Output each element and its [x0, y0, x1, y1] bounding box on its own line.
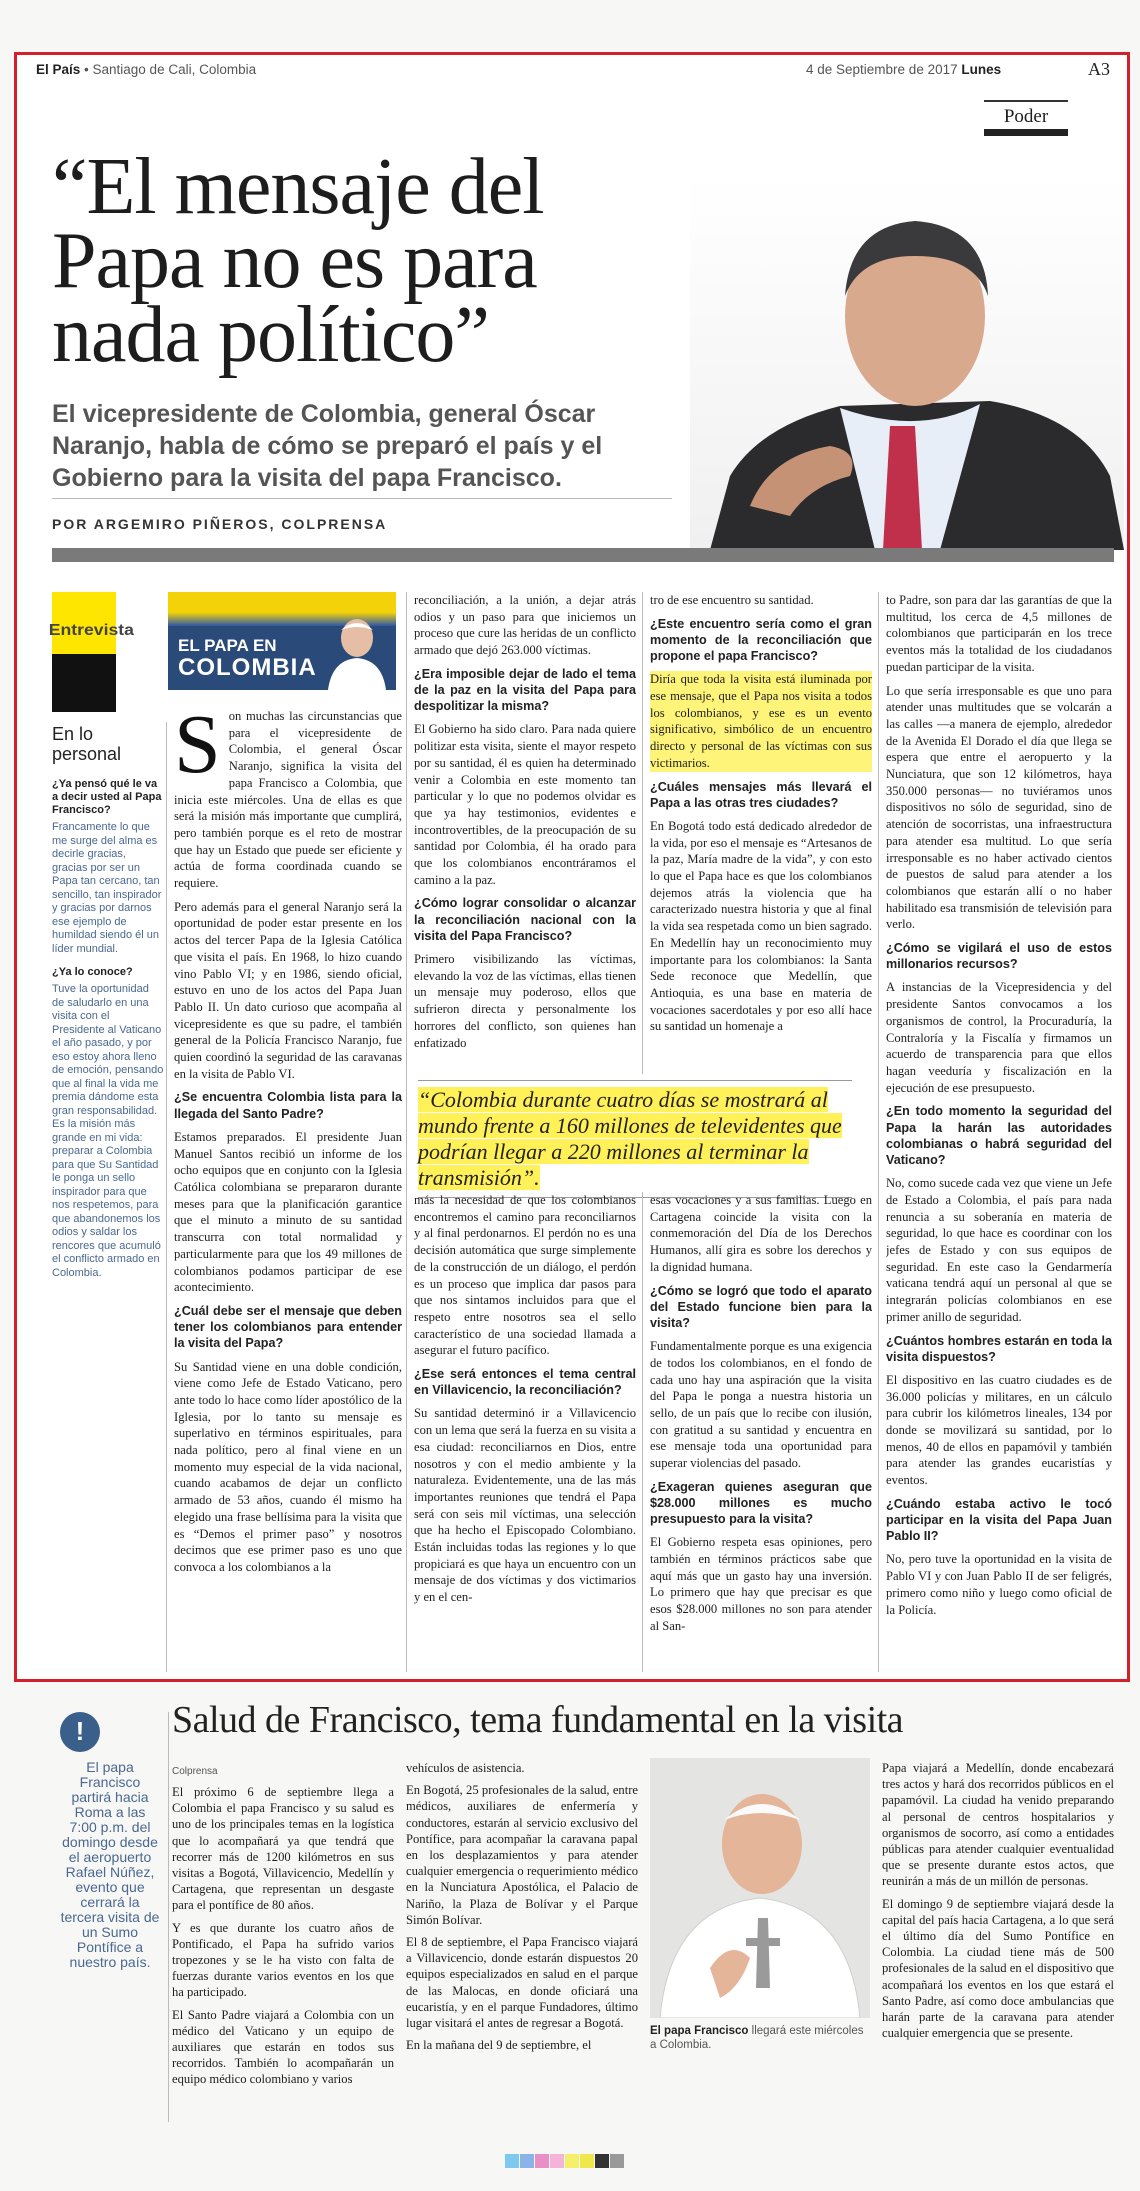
- answer: A instancias de la Vicepresidencia y del presidente Santos convocamos a los organismos de control, la Procuraduría, la Contraloría y la Fiscalía y firmamos un acuerdo de transparencia para que ellos hagan veeduría y fiscalización en la ejecución de ese presupuesto.: [886, 980, 1112, 1095]
- answer: más la necesidad de que los colombianos encontremos el camino para reconciliarnos y al final perdonarnos. El perdón no es una decisión automática que surge simplemente de la construcción de un diálogo, el perdón es un proceso que implica dar pasos para que nos sintamos incluidos para que el respeto entre nosotros sea el sello característico de una sociedad llamada a asegurar el futuro pacífico.: [414, 1193, 636, 1358]
- photo-caption: [650, 2024, 870, 2052]
- question: ¿Cómo se vigilará el uso de estos millonarios recursos?: [886, 941, 1112, 972]
- paragraph: El domingo 9 de septiembre viajará desde la capital del país hacia Cartagena, a lo que será el último día del Sumo Pontífice en Colombia. La ciudad tiene más de 500 profesionales de la salud en el dispositivo que acompañará los eventos en los que estará el Santo Padre, así como doce ambulancias que harán parte de la caravana para atender cualquier emergencia que se presente.: [882, 1896, 1114, 2041]
- paragraph: En Bogotá, 25 profesionales de la salud, entre médicos, auxiliares de enfermería y conductores, estarán al servicio exclusivo del Pontífice, para acompañar la caravana papal en los desplazamientos y para atender cualquier emergencia o requerimiento médico en la Nunciatura Apostólica, el Palacio de Nariño, la Plaza de Bolívar y el Parque Simón Bolívar.: [406, 1783, 638, 1927]
- paragraph: Papa viajará a Medellín, donde encabezará tres actos y hará dos recorridos públicos en el papamóvil. La ciudad ha venido preparando al personal de centros hospitalarios y organismos de socorro, así como a entidades públicas para atender cualquier eventualidad que se presente durante estos actos, que reunirán a más de un millón de personas.: [882, 1761, 1114, 1889]
- article-column-3-top: [650, 592, 872, 1076]
- article-column-3-bottom: [650, 1192, 872, 1672]
- answer: Primero visibilizando las víctimas, elevando la voz de las víctimas, ellas tienen un mensaje muy poderoso, ellos que sufrieron directa y personalmente los horrores del conflicto, son quienes han enfatizado: [414, 952, 636, 1050]
- paragraph: El Santo Padre viajará a Colombia con un médico del Vaticano y un equipo de auxiliares que estarán en todos sus recorridos. También lo acompañarán un equipo médico colombiano y varios: [172, 2007, 394, 2087]
- sidebar-answer: Francamente lo que me surge del alma es decirle gracias, gracias por ser un Papa tan cercano, tan sencillo, tan inspirador y gracias por darnos ese ejemplo de humildad siendo él un líder mundial.: [52, 821, 162, 955]
- logo-line-1: EL PAPA EN: [178, 636, 277, 655]
- headline: “El mensaje del Papa no es para nada político”: [52, 143, 544, 379]
- divider: [52, 498, 672, 499]
- deck: El vicepresidente de Colombia, general Óscar Naranjo, habla de cómo se preparó el país y el Gobierno para la visita del papa Francisco.: [52, 400, 603, 492]
- registration-swatch: [505, 2154, 519, 2168]
- paragraph: on muchas las circunstancias que para el vicepresidente de Colombia, el general Óscar Naranjo, significa la visita del papa Francisco a Colombia, que inicia este miércoles. Una de ellas es que será la misión más importante que cumplirá, pero también porque es el reto de mostrar que hay un Estado que puede ser eficiente y actúa de forma coordinada cuando se requiere.: [174, 709, 402, 891]
- answer: El dispositivo en las cuatro ciudades es de 36.000 policías y militares, en un cálculo para cubrir los kilómetros lineales, 134 por donde se movilizará su santidad, por lo menos, 40 de ellos en papamóvil y también para atender las grandes eucaristías y eventos.: [886, 1372, 1112, 1488]
- pope-icon: [322, 612, 392, 690]
- answer: El Gobierno respeta esas opiniones, pero también en términos prácticos sabe que aquí más que un gasto hay una inversión. Lo primero que hay que precisar es que esos $28.000 millones no son para atender al San-: [650, 1535, 872, 1633]
- registration-swatch: [535, 2154, 549, 2168]
- answer: En Bogotá todo está dedicado alrededor de la vida, por eso el mensaje es “Artesanos de la paz, María madre de la vida”, y con esto lo que el Papa hace es que los colombianos dejemos atrás la violencia que ha caracterizado nuestra historia y que al final la vida sea respetada como un bien sagrado. En Medellín hay un reconocimiento muy importante para los colombianos: la Santa Sede reconoce que Medellín, que Antioquia, es una base en materia de vocaciones sacerdotales y por eso allí hace su santidad un homenaje a: [650, 818, 872, 1034]
- question: ¿Era imposible dejar de lado el tema de la paz en la visita del Papa para despolitizar la misma?: [414, 666, 636, 714]
- entrevista-tag: [48, 592, 134, 712]
- second-column-2: [406, 1760, 638, 2124]
- exclamation-icon: !: [75, 1716, 85, 1746]
- location: • Santiago de Cali, Colombia: [80, 62, 257, 77]
- article-column-1: [174, 708, 402, 1672]
- registration-swatch: [565, 2154, 579, 2168]
- article-column-4: [886, 592, 1112, 1672]
- section-label: Poder: [984, 100, 1068, 136]
- pope-francisco-photo: [650, 1758, 870, 2018]
- tag-black-block: [52, 654, 116, 712]
- question: ¿En todo momento la seguridad del Papa la harán las autoridades colombianas o habrá seguridad del Vaticano?: [886, 1104, 1112, 1167]
- papa-en-colombia-logo: [168, 592, 396, 690]
- info-icon: [60, 1712, 100, 1752]
- answer: to Padre, son para dar las garantías de que la multitud, los cerca de 4,5 millones de colombianos que participarán en los trece eventos más la totalidad de los ciudadanos puedan participar de la visita.: [886, 593, 1112, 674]
- question: ¿Ese será entonces el tema central en Villavicencio, la reconciliación?: [414, 1367, 636, 1398]
- answer: tro de ese encuentro su santidad.: [650, 593, 814, 607]
- registration-swatch: [520, 2154, 534, 2168]
- second-credit: Colprensa: [172, 1766, 218, 1777]
- question: ¿Cuántos hombres estarán en toda la visita dispuestos?: [886, 1333, 1112, 1364]
- registration-swatch: [610, 2154, 624, 2168]
- answer: Fundamentalmente porque es una exigencia de todos los colombianos, en el fondo de cada uno hay una aspiración que la visita del Papa le ponga a nuestra historia un sello, de un país que lo recibe con ilusión, con gratitud a su santidad y encuentra en ese mensaje toda una oportunidad para superar violencias del pasado.: [650, 1339, 872, 1471]
- column-rule: [642, 592, 643, 1074]
- paragraph: En la mañana del 9 de septiembre, el: [406, 2038, 592, 2053]
- question: ¿Cómo se logró que todo el aparato del Estado funcione bien para la visita?: [650, 1283, 872, 1330]
- weekday: Lunes: [961, 62, 1002, 77]
- second-column-3: [882, 1760, 1114, 2124]
- sidebar-question: ¿Ya lo conoce?: [52, 966, 133, 978]
- caption-text: llegará este miércoles a Colombia.: [650, 2025, 864, 2051]
- photo-base-bar: [52, 548, 1114, 562]
- question: ¿Cómo lograr consolidar o alcanzar la reconciliación nacional con la visita del Papa Francisco?: [414, 896, 636, 943]
- portrait-photo: [690, 176, 1124, 550]
- second-headline: Salud de Francisco, tema fundamental en la visita: [172, 1699, 904, 1741]
- answer: reconciliación, a la unión, a dejar atrás odios y un paso para que iniciemos un proceso que cure las heridas de un conflicto armado que dejó 263.000 víctimas.: [414, 593, 636, 658]
- caption-bold: El papa Francisco: [650, 2025, 749, 2037]
- question: ¿Cuándo estaba activo le tocó participar en la visita del Papa Juan Pablo II?: [886, 1496, 1112, 1544]
- question: ¿Este encuentro sería como el gran momento de la reconciliación que propone el papa Francisco?: [650, 616, 872, 664]
- registration-color-bar: [505, 2154, 625, 2168]
- paragraph: El 8 de septiembre, el Papa Francisco viajará a Villavicencio, donde estarán dispuestos 20 equipos especializados en salud en el parque de las Malocas, en donde oficiará una eucaristía, y en el parque Fundadores, último lugar visitará el antes de regresar a Bogotá.: [406, 1935, 638, 2031]
- en-lo-personal-sidebar: [52, 724, 164, 1290]
- registration-swatch: [595, 2154, 609, 2168]
- newspaper-brand: El País: [36, 62, 81, 77]
- column-rule: [406, 592, 407, 1672]
- column-rule: [168, 1712, 169, 2122]
- drop-cap: S: [174, 708, 221, 791]
- paragraph: Y es que durante los cuatro años de Pontificado, el Papa ha sufrido varios tropezones y se le ha visto con falta de fuerzas durante varios eventos en los que ha participado.: [172, 1920, 394, 2000]
- answer: Estamos preparados. El presidente Juan Manuel Santos recibió un informe de los ocho equipos que en conjunto con la Iglesia Católica colombiana se prepararon durante meses para que la planificación garantice que el minuto a minuto de su santidad transcurra con total normalidad y particularmente para que los 49 millones de colombianos podamos participar de ese acontecimiento.: [174, 1129, 402, 1295]
- registration-swatch: [580, 2154, 594, 2168]
- logo-line-2: COLOMBIA: [178, 654, 317, 681]
- article-column-2-top: [414, 592, 636, 1076]
- question: ¿Se encuentra Colombia lista para la llegada del Santo Padre?: [174, 1090, 402, 1121]
- registration-swatch: [550, 2154, 564, 2168]
- question: ¿Cuáles mensajes más llevará el Papa a las otras tres ciudades?: [650, 779, 872, 810]
- question: ¿Exageran quienes aseguran que $28.000 millones es mucho presupuesto para la visita?: [650, 1479, 872, 1527]
- sidebar-answer: Tuve la oportunidad de saludarlo en una visita con el Presidente al Vaticano el año pasado, y por eso estoy ahora lleno de emoción, pensando que al final la vida me premia dándome esta gran responsabilidad. Es la misión más grande en mi vida: preparar a Colombia para que Su Santidad le ponga un sello inspirador para que nos respetemos, para que abandonemos los odios y saldar los rencores que acumuló el conflicto armado en Colombia.: [52, 983, 164, 1279]
- answer: esas vocaciones y a sus familias. Luego en Cartagena coincide la visita con la conmemoración del Día de los Derechos Humanos, allí gira es sobre los derechos y la dignidad humana.: [650, 1193, 872, 1274]
- answer: Su santidad determinó ir a Villavicencio con un lema que será la fuerza en su visita a esa ciudad: reconciliarnos en Dios, entre nosotros y con el medio ambiente y la naturaleza. Evidentemente, una de las más importantes reuniones que tendrá el Papa será con seis mil víctimas, una selección que ha hecho el Episcopado Colombiano. Están incluidas todas las regiones y lo que propiciará es que haya un encuentro con un mensaje de dos víctimas y dos victimarios y en el cen-: [414, 1406, 636, 1605]
- question: ¿Cuál debe ser el mensaje que deben tener los colombianos para entender la visita del Papa?: [174, 1303, 402, 1351]
- page-number: A3: [1088, 59, 1110, 79]
- column-rule: [642, 1192, 643, 1672]
- answer: Diría que toda la visita está iluminada por ese mensaje, que el Papa nos visita a todos los colombianos, y ese es un evento significativo, simbólico de un encuentro directo y personal de las víctimas con sus victimarios.: [650, 672, 872, 770]
- paragraph: vehículos de asistencia.: [406, 1761, 525, 1775]
- paragraph: Pero además para el general Naranjo será la oportunidad de poder estar presente en los actos del tercer Papa de la Iglesia Católica que visita el país. En 1968, lo hizo cuando vino Pablo VI; y en 1986, siendo oficial, estuvo en uno de los actos del Papa Juan Pablo II. Un dato curioso que acompaña al vicepresidente es que su padre, el también general de la Policía Francisco Naranjo, fue quien coordinó la seguridad de las caravanas en la visita de Pablo VI.: [174, 899, 402, 1081]
- second-sidebar: El papa Francisco partirá hacia Roma a las 7:00 p.m. del domingo desde el aeropuerto Rafael Núñez, evento que cerrará la tercera visita de un Sumo Pontífice a nuestro país.: [60, 1759, 160, 1970]
- sidebar-title: En lo personal: [52, 724, 122, 764]
- page-header: [36, 59, 1116, 86]
- sidebar-question: ¿Ya pensó qué le va a decir usted al Papa Francisco?: [52, 778, 162, 816]
- answer: No, como sucede cada vez que viene un Jefe de Estado a Colombia, el país para nada renuncia a su soberanía en materia de seguridad, lo que hace es coordinar con los jefes de Estado y con sus equipos de seguridad. En este caso la Gendarmería vaticana tendrá aquí un personal al que se integrarán policías colombianos en ese primer anillo de seguridad.: [886, 1176, 1112, 1324]
- pull-quote-text: “Colombia durante cuatro días se mostrará al mundo frente a 160 millones de televidentes que podrían llegar a 220 millones al terminar la transmisión”.: [418, 1087, 842, 1190]
- date-text: 4 de Septiembre de 2017: [806, 62, 958, 77]
- answer: Su Santidad viene en una doble condición, viene como Jefe de Estado Vaticano, pero ante todo lo hace como líder apostólico de la Iglesia, por lo tanto su mensaje es superlativo en términos espirituales, para nada político, pero al final viene en un momento muy especial de la vida nacional, cuando acabamos de dejar un conflicto armado de 53 años, cuando él mismo ha elegido una frase bellísima para la visita que es “Demos el primer paso” y nosotros decimos que ese primer paso es uno que convoca a los colombianos a la: [174, 1359, 402, 1574]
- answer: No, pero tuve la oportunidad en la visita de Pablo VI y con Juan Pablo II de ser feligrés, primero como niño y luego como oficial de la Policía.: [886, 1552, 1112, 1617]
- answer: Lo que sería irresponsable es que uno para atender unas multitudes que se volcarán a las calles —a manera de ejemplo, alrededor de la Avenida El Dorado el día que llega se espera que entre el aeropuerto y la Nunciatura, que son 12 kilómetros, haya 350.000 personas— no tuviéramos unos dispositivos no sólo de seguridad, sino de atención de socorristas, una infraestructura para atender esa multitud. Lo que sería irresponsable es no haber activado cientos de puestos de salud para atender a los colombianos que estarán allí o no haber habilitado esa transmisión de televisión para verlo.: [886, 683, 1112, 932]
- column-rule: [878, 592, 879, 1672]
- byline: POR ARGEMIRO PIÑEROS, COLPRENSA: [52, 516, 388, 532]
- paragraph: El próximo 6 de septiembre llega a Colombia el papa Francisco y su salud es uno de los principales temas en la logística que lo acompañará ya que tendrá que recorrer más de 1200 kilómetros en sus visitas a Bogotá, Villavicencio, Medellín y Cartagena, que representan un desgaste para el pontífice de 80 años.: [172, 1785, 394, 1913]
- column-rule: [166, 722, 167, 1672]
- article-column-2-bottom: [414, 1192, 636, 1672]
- entrevista-label: Entrevista: [48, 622, 134, 639]
- second-column-1: [172, 1784, 394, 2124]
- answer: El Gobierno ha sido claro. Para nada quiere politizar esta visita, siente el mayor respeto por su santidad, él es quien ha determinado venir a Colombia en este momento tan particular y lo que no podemos olvidar es que ya hay testimonios, evidentes e incontrovertibles, de la preocupación de su santidad por Colombia, él ha orado para que los colombianos encontráramos el camino a la paz.: [414, 722, 636, 887]
- issue-date: [806, 62, 1001, 77]
- pull-quote: [418, 1080, 852, 1198]
